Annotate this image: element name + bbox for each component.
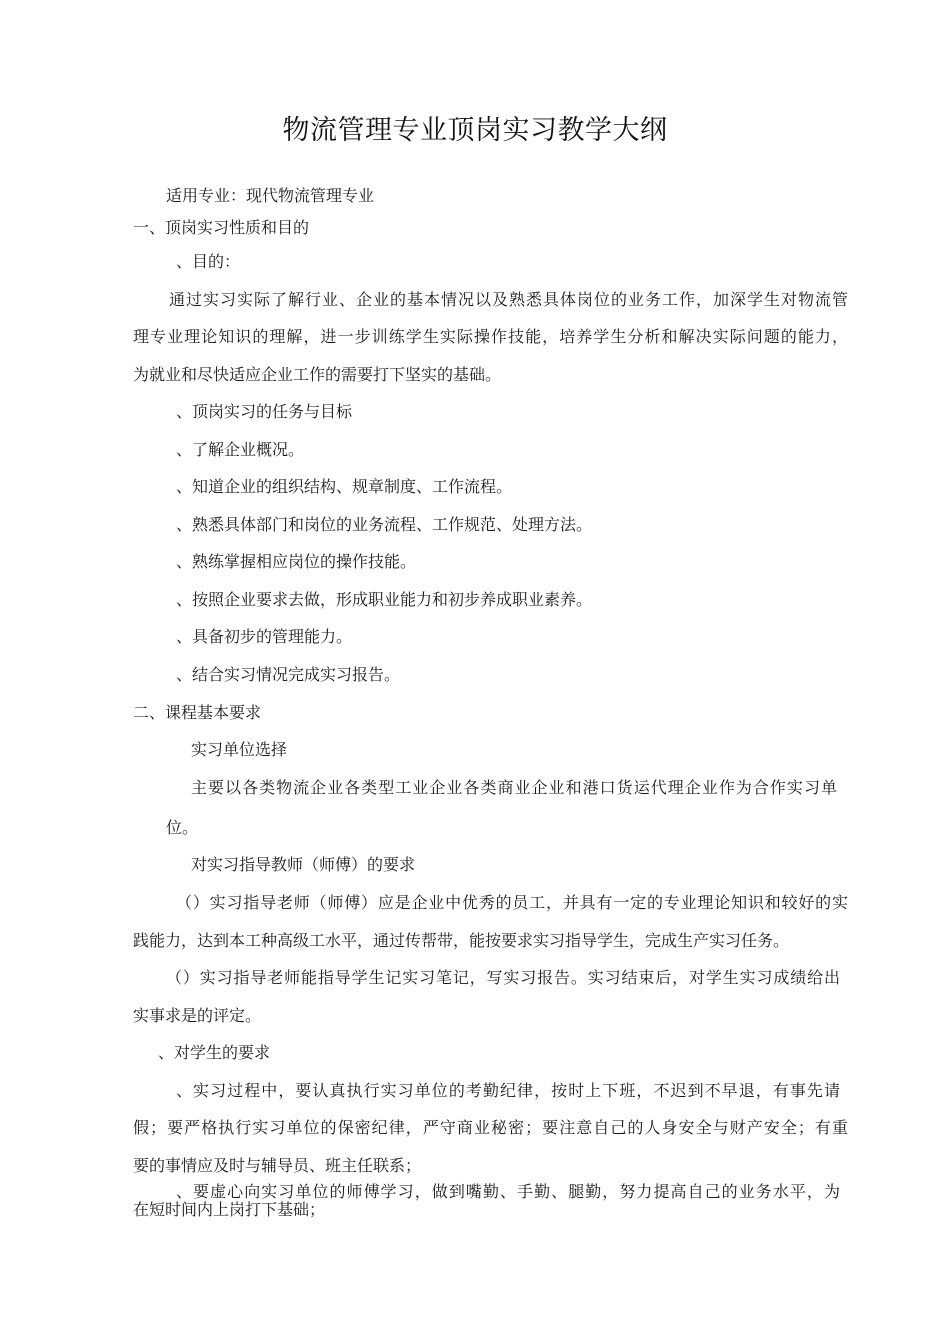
purpose-heading: 、目的：: [176, 252, 241, 271]
teacher-requirements-heading: 对实习指导教师（师傅）的要求: [191, 855, 416, 874]
purpose-paragraph-line: 理专业理论知识的理解，进一步训练学生实际操作技能，培养学生分析和解决实际问题的能力，: [133, 327, 848, 346]
task-item: 、熟练掌握相应岗位的操作技能。: [176, 552, 417, 571]
unit-selection-heading: 实习单位选择: [191, 740, 288, 759]
teacher-requirement-line: （）实习指导老师能指导学生记实习笔记，写实习报告。实习结束后，对学生实习成绩给出: [166, 968, 840, 987]
teacher-requirement-line: 践能力，达到本工种高级工水平，通过传帮带，能按要求实习指导学生，完成生产实习任务。: [133, 931, 790, 950]
task-item: 、知道企业的组织结构、规章制度、工作流程。: [176, 477, 513, 496]
document-title: 物流管理专业顶岗实习教学大纲: [282, 115, 668, 146]
student-requirement-line: 、要虚心向实习单位的师傅学习，做到嘴勤、手勤、腿勤，努力提高自己的业务水平，为: [176, 1182, 840, 1201]
teacher-requirement-line: 实事求是的评定。: [133, 1006, 262, 1025]
task-item: 、具备初步的管理能力。: [176, 627, 353, 646]
unit-selection-line: 主要以各类物流企业各类型工业企业各类商业企业和港口货运代理企业作为合作实习单: [191, 778, 837, 797]
student-requirement-line: 假；要严格执行实习单位的保密纪律，严守商业秘密；要注意自己的人身安全与财产安全；有重: [133, 1118, 848, 1137]
section-1-heading: 一、顶岗实习性质和目的: [133, 218, 310, 237]
purpose-paragraph-line: 通过实习实际了解行业、企业的基本情况以及熟悉具体岗位的业务工作，加深学生对物流管: [169, 290, 848, 309]
task-item: 、按照企业要求去做，形成职业能力和初步养成职业素养。: [176, 590, 593, 609]
applicable-major: 适用专业：现代物流管理专业: [166, 186, 375, 205]
task-item: 、了解企业概况。: [176, 440, 305, 459]
student-requirements-heading: 、对学生的要求: [158, 1043, 271, 1062]
task-item: 、熟悉具体部门和岗位的业务流程、工作规范、处理方法。: [176, 515, 593, 534]
section-2-heading: 二、课程基本要求: [133, 703, 262, 722]
tasks-heading: 、顶岗实习的任务与目标: [176, 402, 353, 421]
student-requirement-line: 在短时间内上岗打下基础；: [133, 1200, 326, 1219]
student-requirement-line: 、实习过程中，要认真执行实习单位的考勤纪律，按时上下班，不迟到不早退，有事先请: [176, 1081, 840, 1100]
purpose-paragraph-line: 为就业和尽快适应企业工作的需要打下坚实的基础。: [133, 365, 502, 384]
teacher-requirement-line: （）实习指导老师（师傅）应是企业中优秀的员工，并具有一定的专业理论知识和较好的实: [176, 893, 848, 912]
student-requirement-line: 要的事情应及时与辅导员、班主任联系；: [133, 1156, 422, 1175]
unit-selection-line: 位。: [166, 818, 199, 837]
task-item: 、结合实习情况完成实习报告。: [176, 665, 401, 684]
